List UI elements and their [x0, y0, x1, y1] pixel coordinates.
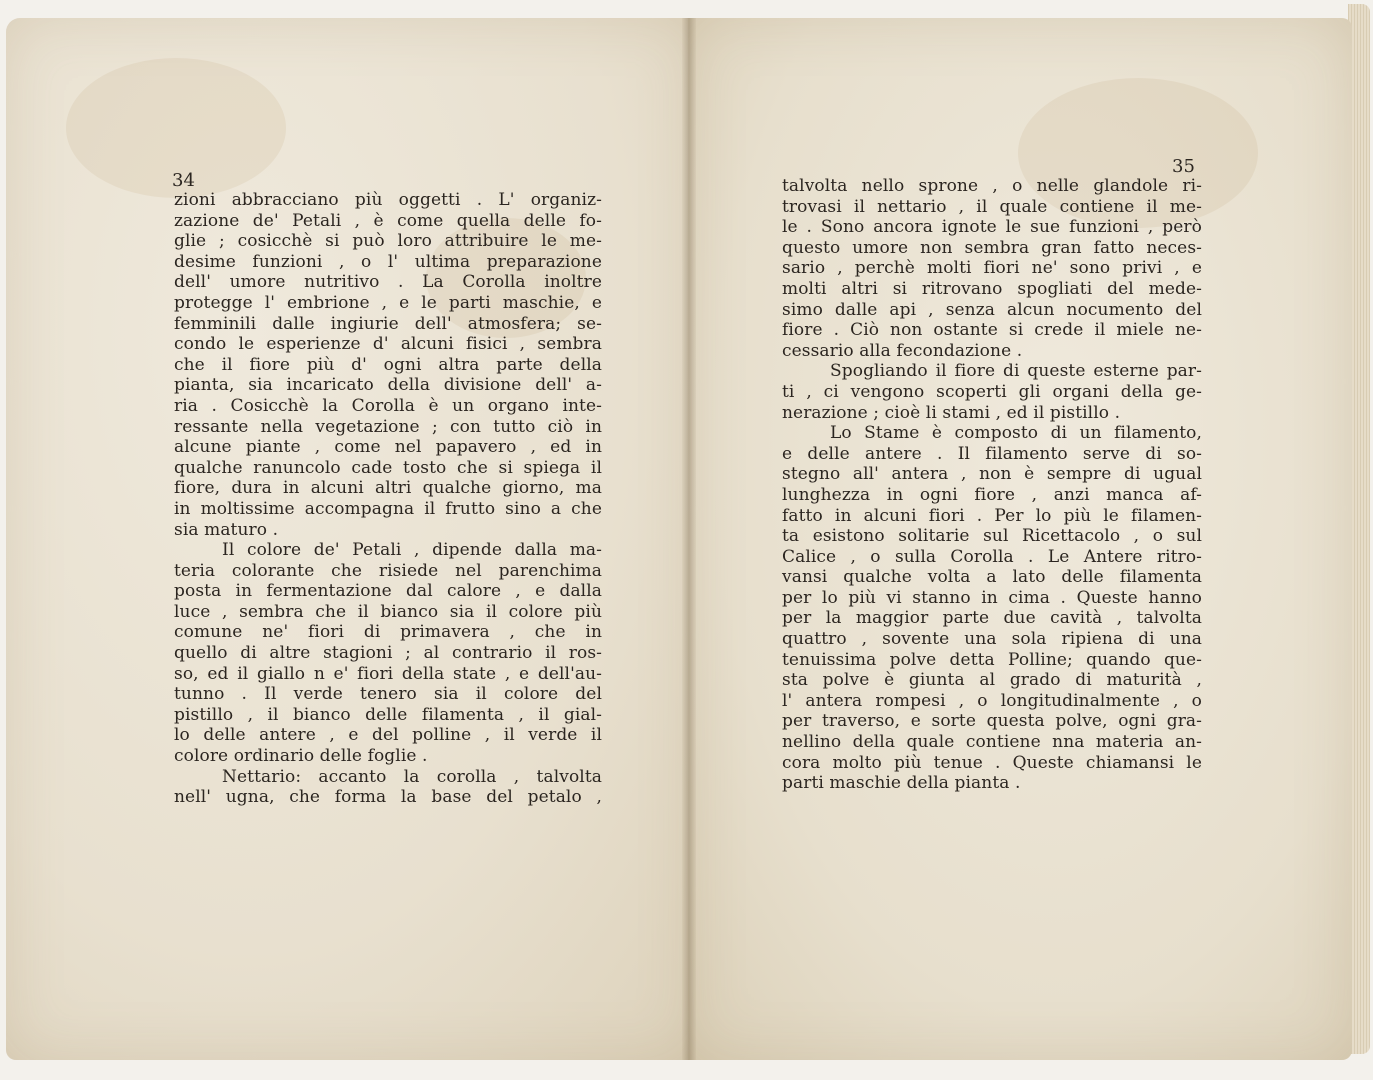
text-line: protegge l' embrione , e le parti maschie, e — [174, 292, 602, 313]
text-line: femminili dalle ingiurie dell' atmosfera; se- — [174, 313, 602, 334]
text-line: qualche ranuncolo cade tosto che si spiega il — [174, 457, 602, 478]
text-line: simo dalle api , senza alcun nocumento del — [782, 299, 1202, 320]
page-number-left: 34 — [172, 170, 195, 191]
text-line: stegno all' antera , non è sempre di ugual — [782, 464, 1202, 485]
text-line: ressante nella vegetazione ; con tutto ciò in — [174, 416, 602, 437]
text-line: nellino della quale contiene nna materia an- — [782, 732, 1202, 753]
text-line: trovasi il nettario , il quale contiene il me- — [782, 196, 1202, 217]
text-line: talvolta nello sprone , o nelle glandole ri- — [782, 176, 1202, 196]
text-line: che il fiore più d' ogni altra parte della — [174, 354, 602, 375]
text-line: Calice , o sulla Corolla . Le Antere ritro- — [782, 546, 1202, 567]
text-line: molti altri si ritrovano spogliati del mede- — [782, 278, 1202, 299]
text-line: pistillo , il bianco delle filamenta , il gial- — [174, 704, 602, 725]
text-line: questo umore non sembra gran fatto neces- — [782, 237, 1202, 258]
text-line: nell' ugna, che forma la base del petalo , — [174, 787, 602, 808]
text-line: fiore, dura in alcuni altri qualche giorno, ma — [174, 478, 602, 499]
text-line: zazione de' Petali , è come quella delle fo- — [174, 210, 602, 231]
text-line: Lo Stame è composto di un filamento, — [830, 423, 1202, 444]
text-line: glie ; cosicchè si può loro attribuire le me- — [174, 231, 602, 252]
text-line: le . Sono ancora ignote le sue funzioni , però — [782, 217, 1202, 238]
text-line: lunghezza in ogni fiore , anzi manca af- — [782, 484, 1202, 505]
text-line: so, ed il giallo n e' fiori della state , e dell'au- — [174, 663, 602, 684]
text-line: parti maschie della pianta . — [782, 773, 1021, 794]
text-line: desime funzioni , o l' ultima preparazione — [174, 251, 602, 272]
text-line: per lo più vi stanno in cima . Queste hanno — [782, 587, 1202, 608]
text-line: tenuissima polve detta Polline; quando que- — [782, 649, 1202, 670]
left-page-text — [174, 190, 602, 808]
text-line: per la maggior parte due cavità , talvolta — [782, 608, 1202, 629]
text-line: vansi qualche volta a lato delle filamenta — [782, 567, 1202, 588]
text-line: alcune piante , come nel papavero , ed in — [174, 437, 602, 458]
text-line: sario , perchè molti fiori ne' sono privi , e — [782, 258, 1202, 279]
text-line: sia maturo . — [174, 519, 279, 540]
text-line: comune ne' fiori di primavera , che in — [174, 622, 602, 643]
text-line: per traverso, e sorte questa polve, ogni gra- — [782, 711, 1202, 732]
text-line: cora molto più tenue . Queste chiamansi le — [782, 752, 1202, 773]
text-line: ria . Cosicchè la Corolla è un organo inte- — [174, 395, 602, 416]
text-line: pianta, sia incaricato della divisione dell' a- — [174, 375, 602, 396]
book-gutter — [682, 18, 696, 1060]
text-line: luce , sembra che il bianco sia il colore più — [174, 601, 602, 622]
text-line: Il colore de' Petali , dipende dalla ma- — [222, 540, 602, 561]
text-line: fiore . Ciò non ostante si crede il miele ne- — [782, 320, 1202, 341]
text-line: fatto in alcuni fiori . Per lo più le filamen- — [782, 505, 1202, 526]
text-line: l' antera rompesi , o longitudinalmente , o — [782, 690, 1202, 711]
text-line: posta in fermentazione dal calore , e dalla — [174, 581, 602, 602]
page-number-right: 35 — [1172, 156, 1195, 177]
text-line: teria colorante che risiede nel parenchima — [174, 560, 602, 581]
text-line: dell' umore nutritivo . La Corolla inoltre — [174, 272, 602, 293]
text-line: in moltissime accompagna il frutto sino a che — [174, 498, 602, 519]
text-line: colore ordinario delle foglie . — [174, 746, 428, 767]
text-line: Nettario: accanto la corolla , talvolta — [222, 766, 602, 787]
text-line: cessario alla fecondazione . — [782, 340, 1023, 361]
text-line: Spogliando il fiore di queste esterne par- — [830, 361, 1202, 382]
text-line: zioni abbracciano più oggetti . L' organiz- — [174, 190, 602, 210]
text-line: quattro , sovente una sola ripiena di una — [782, 629, 1202, 650]
text-line: ti , ci vengono scoperti gli organi della ge- — [782, 381, 1202, 402]
text-line: sta polve è giunta al grado di maturità , — [782, 670, 1202, 691]
text-line: ta esistono solitarie sul Ricettacolo , o sul — [782, 526, 1202, 547]
text-line: quello di altre stagioni ; al contrario il ros- — [174, 643, 602, 664]
text-line: lo delle antere , e del polline , il verde il — [174, 725, 602, 746]
text-line: tunno . Il verde tenero sia il colore del — [174, 684, 602, 705]
text-line: e delle antere . Il filamento serve di so- — [782, 443, 1202, 464]
right-page-text — [782, 176, 1202, 794]
text-line: condo le esperienze d' alcuni fisici , sembra — [174, 334, 602, 355]
text-line: nerazione ; cioè li stami , ed il pistillo . — [782, 402, 1121, 423]
